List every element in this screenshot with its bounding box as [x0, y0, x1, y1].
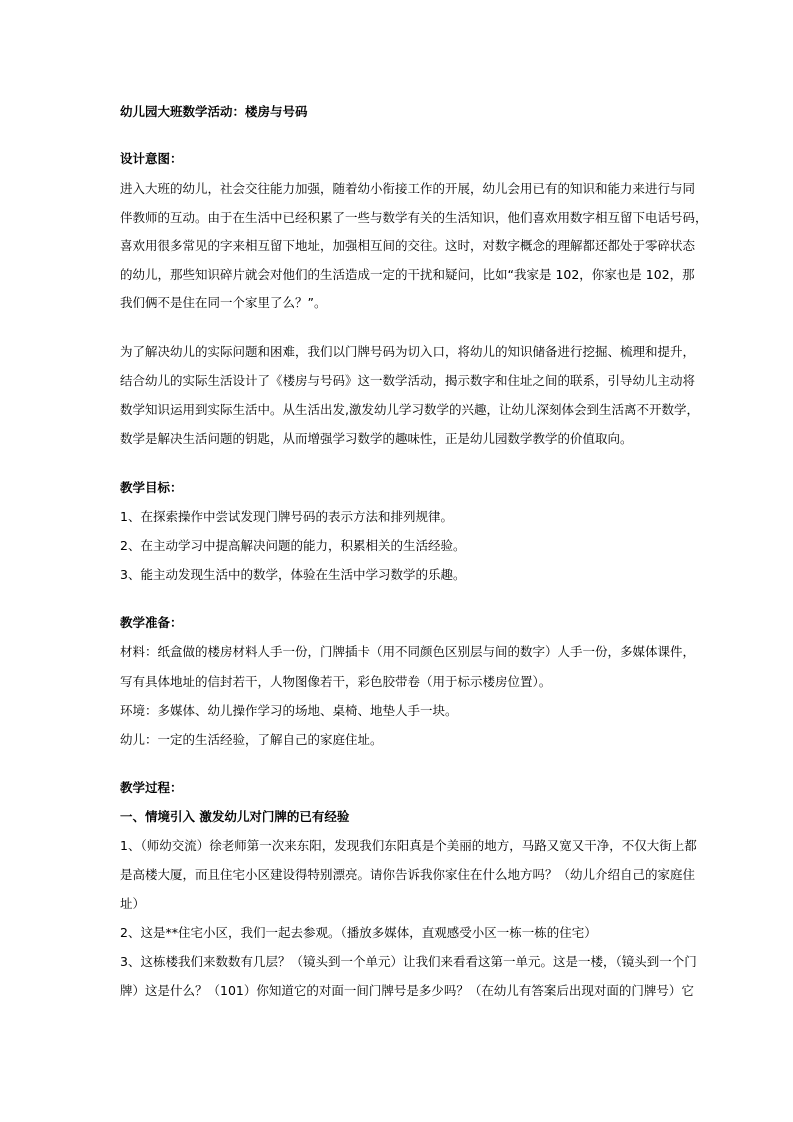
paragraph-line: 数学是解决生活问题的钥匙，从而增强学习数学的趣味性，正是幼儿园数学教学的价值取向。	[120, 431, 633, 446]
goals-heading: 教学目标：	[120, 480, 183, 495]
children-line: 幼儿：一定的生活经验，了解自己的家庭住址。	[120, 732, 383, 747]
goal-item: 1、在探索操作中尝试发现门牌号码的表示方法和排列规律。	[120, 509, 453, 524]
paragraph-line: 进入大班的幼儿，社会交往能力加强，随着幼小衔接工作的开展，幼儿会用已有的知识和能力来进行与同	[120, 181, 696, 196]
materials-line: 材料：纸盒做的楼房材料人手一份，门牌插卡（用不同颜色区别层与间的数字）人手一份，多媒体课件，	[120, 644, 696, 659]
process-step-line: 1、（师幼交流）徐老师第一次来东阳，发现我们东阳真是个美丽的地方，马路又宽又干净，不仅大街上都	[120, 838, 697, 853]
paragraph-line: 的幼儿，那些知识碎片就会对他们的生活造成一定的干扰和疑问，比如“我家是 102，你家也是 102，那	[120, 267, 695, 282]
paragraph-line: 结合幼儿的实际生活设计了《楼房与号码》这一数学活动，揭示数字和住址之间的联系，引导幼儿主动将	[120, 373, 696, 388]
environment-line: 环境：多媒体、幼儿操作学习的场地、桌椅、地垫人手一块。	[120, 703, 458, 718]
design-intent-heading: 设计意图：	[120, 151, 183, 166]
preparation-heading: 教学准备：	[120, 615, 183, 630]
process-step-line: 3、这栋楼我们来数数有几层？（镜头到一个单元）让我们来看看这第一单元。这是一楼，（镜头到一个门	[120, 954, 697, 969]
paragraph-line: 我们俩不是住在同一个家里了么？”。	[120, 295, 327, 310]
goal-item: 3、能主动发现生活中的数学，体验在生活中学习数学的乐趣。	[120, 567, 466, 582]
goal-item: 2、在主动学习中提高解决问题的能力，积累相关的生活经验。	[120, 538, 466, 553]
materials-line: 写有具体地址的信封若干，人物图像若干，彩色胶带卷（用于标示楼房位置）。	[120, 674, 552, 689]
process-subheading: 一、情境引入 激发幼儿对门牌的已有经验	[120, 809, 350, 824]
document-title: 幼儿园大班数学活动：楼房与号码	[120, 104, 308, 119]
process-step-line: 2、这是**住宅小区，我们一起去参观。（播放多媒体，直观感受小区一栋一栋的住宅）	[120, 925, 597, 940]
process-step-line: 是高楼大厦，而且住宅小区建设得特别漂亮。请你告诉我你家住在什么地方吗？（幼儿介绍自己的家庭住	[120, 867, 696, 882]
paragraph-line: 喜欢用很多常见的字来相互留下地址，加强相互间的交往。这时，对数字概念的理解都还都处于零碎状态	[120, 238, 696, 253]
process-step-line: 牌）这是什么？（101）你知道它的对面一间门牌号是多少吗？（在幼儿有答案后出现对面的门牌号）它	[120, 983, 694, 998]
process-heading: 教学过程：	[120, 780, 183, 795]
paragraph-line: 为了解决幼儿的实际问题和困难，我们以门牌号码为切入口，将幼儿的知识储备进行挖掘、梳理和提升，	[120, 344, 696, 359]
paragraph-line: 数学知识运用到实际生活中。从生活出发,激发幼儿学习数学的兴趣，让幼儿深刻体会到生活离不开数学，	[120, 402, 699, 417]
paragraph-line: 伴教师的互动。由于在生活中已经积累了一些与数学有关的生活知识，他们喜欢用数字相互留下电话号码，	[120, 210, 708, 225]
process-step-line: 址）	[120, 896, 146, 911]
